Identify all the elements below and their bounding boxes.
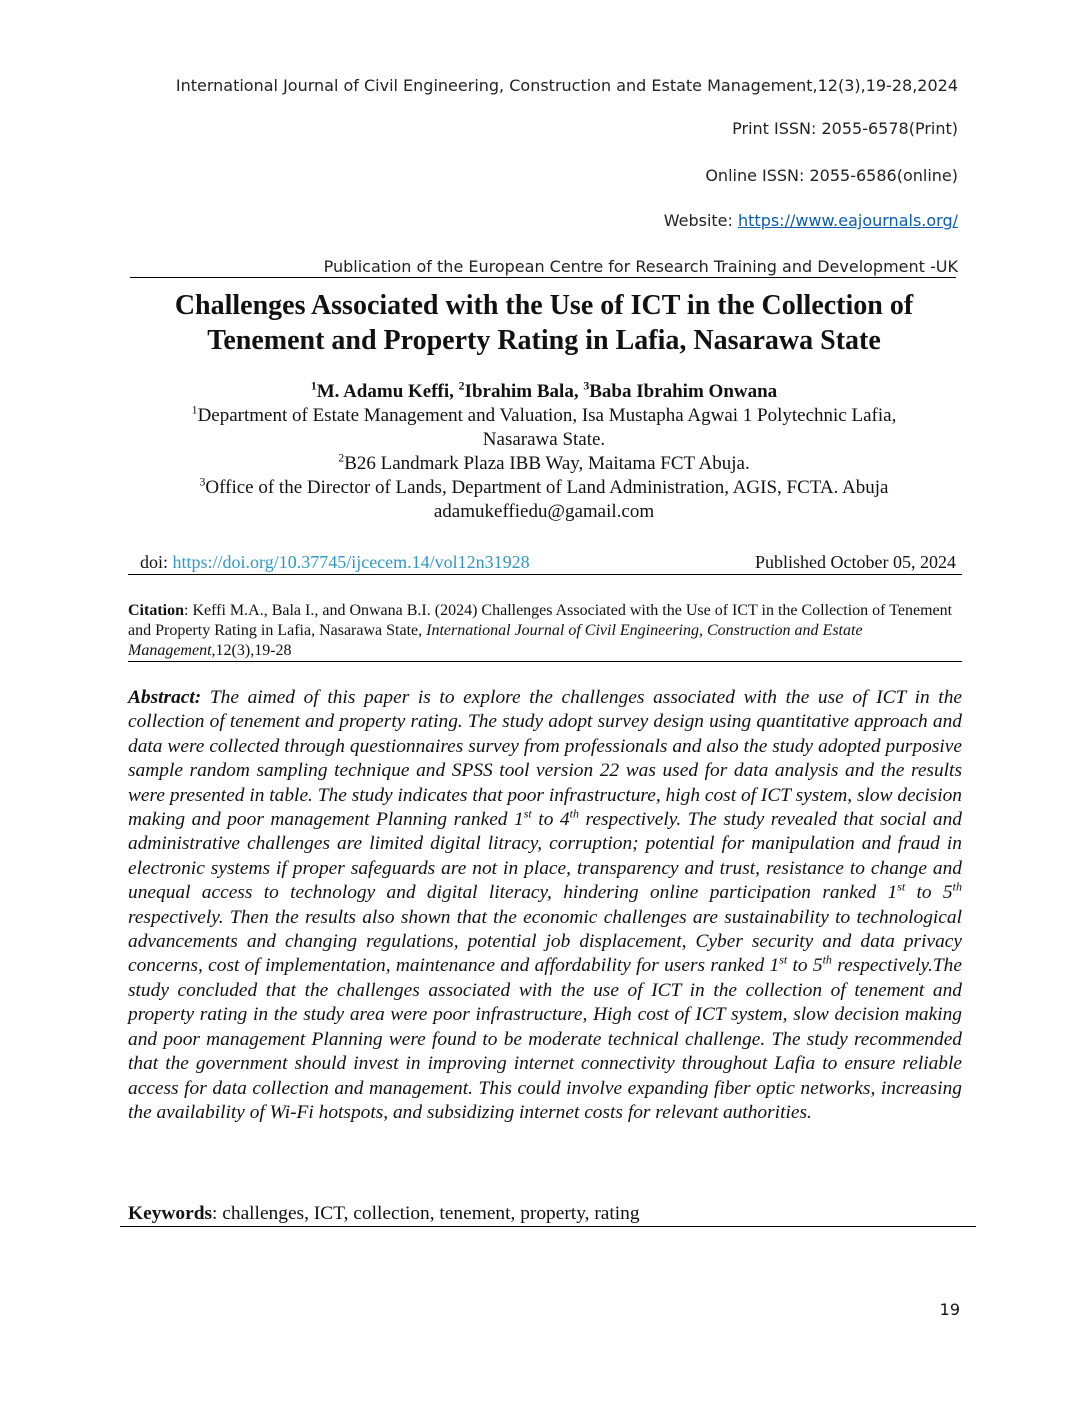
ordinal-st: st — [897, 879, 906, 894]
header-rule — [130, 277, 956, 278]
paper-title — [110, 288, 978, 358]
doi-link[interactable]: https://doi.org/10.37745/ijcecem.14/vol12n31928 — [172, 552, 530, 572]
website-link[interactable]: https://www.eajournals.org/ — [738, 211, 958, 230]
abstract-text-1: The aimed of this paper is to explore the challenges associated with the use of ICT in the collection of tenement and property rating. The study adopt survey design using quantitative approach and data were collected through questionnaires survey from professionals and also the study adopted purposive sample random sampling technique and SPSS tool version 22 was used for data analysis and the results were presented in table. The study indicates that poor infrastructure, high cost of ICT system, slow decision making and poor management Planning ranked 1 — [128, 687, 962, 831]
author-3-marker: 3 — [583, 379, 590, 393]
ordinal-st: st — [779, 953, 788, 967]
abstract-label: Abstract: — [128, 687, 202, 708]
author-block — [110, 380, 978, 524]
affiliation-2-text: B26 Landmark Plaza IBB Way, Maitama FCT Abuja. — [344, 453, 750, 474]
affiliation-1-line-2: Nasarawa State. — [482, 429, 606, 450]
ordinal-th: th — [569, 806, 579, 821]
published-date: Published October 05, 2024 — [755, 552, 956, 572]
affiliation-1-marker: 1 — [191, 403, 198, 417]
website-label: Website: — [663, 211, 738, 230]
author-email: adamukeffiedu@gamail.com — [433, 501, 655, 522]
citation-label: Citation — [128, 602, 184, 619]
affiliation-2 — [110, 452, 978, 476]
author-names — [110, 380, 978, 404]
abstract-text-3: respectively. The study revealed that social and administrative challenges are limited digital litracy, corruption; potential for manipulation and fraud in electronic systems if proper safeguards are not in place, transparency and trust, resistance to change and unequal access to technology and digital literacy, hindering online participation ranked 1 — [128, 809, 962, 904]
publisher-line: Publication of the European Centre for Research Training and Development -UK — [323, 257, 958, 276]
doi-label: doi: — [140, 552, 173, 572]
abstract-text-5: respectively. Then the results also shown that the economic challenges are sustainability to technological advancements and changing regulations, potential job displacement, Cyber security and data privacy concerns, cost of implementation, maintenance and affordability for users ranked 1 — [128, 906, 962, 977]
abstract — [128, 686, 962, 1125]
author-1: M. Adamu Keffi, — [316, 381, 459, 402]
abstract-text-6: to 5 — [787, 955, 823, 977]
title-line-2: Tenement and Property Rating in Lafia, Nasarawa State — [207, 325, 881, 356]
affiliation-1-line-1: Department of Estate Management and Valuation, Isa Mustapha Agwai 1 Polytechnic Lafia, — [197, 405, 897, 426]
affiliation-3-text: Office of the Director of Lands, Department of Land Administration, AGIS, FCTA. Abuja — [205, 477, 889, 498]
affiliation-2-marker: 2 — [338, 451, 345, 465]
author-3: Baba Ibrahim Onwana — [589, 381, 778, 402]
affiliation-3-marker: 3 — [199, 475, 206, 489]
abstract-text-4: to 5 — [905, 882, 953, 904]
ordinal-th: th — [952, 879, 962, 894]
citation-tail: ,12(3),19-28 — [211, 642, 292, 659]
keywords-rule — [120, 1226, 976, 1227]
citation — [128, 601, 962, 661]
ordinal-st: st — [523, 806, 532, 821]
affiliation-3 — [110, 476, 978, 500]
affiliation-1 — [110, 404, 978, 428]
author-2: Ibrahim Bala, — [464, 381, 584, 402]
author-2-marker: 2 — [458, 379, 465, 393]
online-issn: Online ISSN: 2055-6586(online) — [705, 166, 958, 185]
page-number: 19 — [939, 1300, 960, 1319]
citation-text: : Keffi M.A., Bala I., and Onwana B.I. (2024) Challenges Associated with the Use of ICT in the Collection of Tenement and Property Rating in Lafia, Nasarawa State, — [128, 602, 953, 639]
keywords — [128, 1202, 962, 1226]
print-issn: Print ISSN: 2055-6578(Print) — [732, 119, 958, 138]
doi-row — [140, 552, 956, 573]
author-1-marker: 1 — [310, 379, 317, 393]
citation-journal: International Journal of Civil Engineering, Construction and Estate Management — [128, 622, 863, 659]
doi — [140, 552, 530, 573]
abstract-text-7: respectively.The study concluded that the challenges associated with the use of ICT in the collection of tenement and property rating in the study area were poor infrastructure, High cost of ICT system, slow decision making and poor management Planning were found to be moderate technical challenge. The study recommended that the government should invest in improving internet connectivity throughout Lafia to ensure reliable access for data collection and management. This could involve expanding fiber optic networks, increasing the availability of Wi-Fi hotspots, and subsidizing internet costs for relevant authorities. — [128, 955, 962, 1123]
doi-rule — [128, 574, 962, 575]
citation-rule — [128, 661, 962, 662]
title-line-1: Challenges Associated with the Use of ICT in the Collection of — [174, 290, 914, 321]
keywords-label: Keywords — [128, 1203, 213, 1224]
journal-header: International Journal of Civil Engineering, Construction and Estate Management,12(3),19-28,2024 — [175, 76, 958, 95]
abstract-text-2: to 4 — [531, 809, 570, 831]
keywords-text: : challenges, ICT, collection, tenement, property, rating — [212, 1203, 640, 1224]
website-line — [664, 211, 958, 230]
ordinal-th: th — [822, 953, 832, 967]
